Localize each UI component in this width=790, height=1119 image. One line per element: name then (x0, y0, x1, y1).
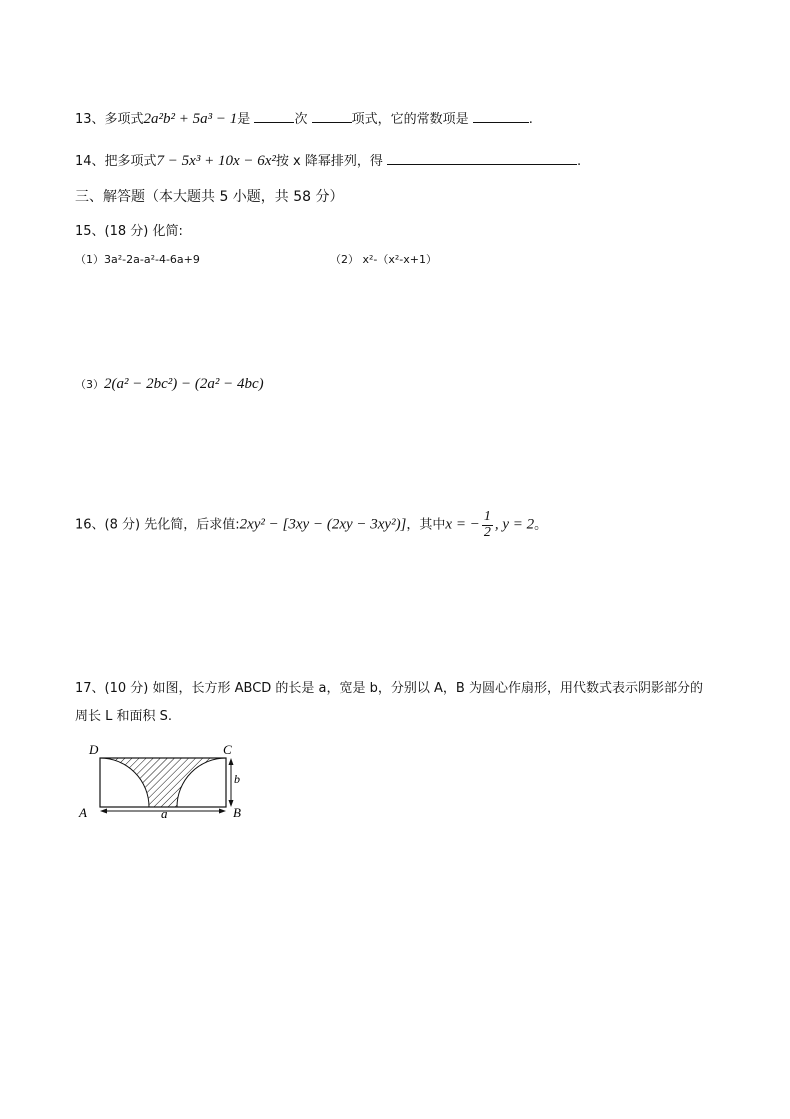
q16-end: 。 (534, 517, 548, 533)
q16-fraction-denominator: 2 (483, 524, 491, 540)
vertex-label-b: B (233, 805, 241, 820)
vertex-label-d: D (89, 742, 99, 757)
arrowhead-b-top (229, 758, 234, 765)
q15-part-3-label: （3） (75, 378, 104, 391)
question-14 (75, 150, 581, 170)
q15-part-1: （1）3a²-2a-a²-4-6a+9 (75, 253, 200, 266)
shaded-region (100, 758, 226, 807)
q13-blank-constant[interactable] (473, 110, 529, 123)
question-15-header: 15、(18 分) 化简: (75, 224, 183, 239)
q16-fraction (482, 510, 493, 540)
vertex-label-c: C (223, 742, 232, 757)
vertex-label-a: A (79, 805, 87, 820)
q16-y-value: , y = 2 (494, 516, 535, 533)
section-3-heading: 三、解答题（本大题共 5 小题，共 58 分） (75, 189, 344, 205)
q14-expression: 7 − 5x³ + 10x − 6x² (156, 153, 276, 169)
q16-expression: 2xy² − [3xy − (2xy − 3xy²)] (239, 516, 407, 533)
dimension-label-b: b (234, 772, 240, 786)
q16-fraction-numerator: 1 (483, 509, 491, 524)
q14-middle: 按 x 降幂排列，得 (275, 154, 383, 169)
q15-part-3 (75, 376, 264, 393)
q13-middle2: 次 (294, 112, 308, 127)
q14-prefix: 14、把多项式 (75, 154, 157, 169)
q15-part-2: （2） x²-（x²-x+1） (330, 253, 437, 266)
q13-blank-terms[interactable] (312, 110, 352, 123)
arrowhead-a-right (219, 809, 226, 814)
rectangle-sectors-figure (74, 738, 254, 828)
question-16 (75, 510, 547, 540)
q16-cond-prefix: ，其中 (406, 517, 446, 533)
q13-end: . (528, 112, 533, 127)
q13-expression: 2a²b² + 5a³ − 1 (143, 111, 238, 127)
question-17-line-1: 17、(10 分) 如图，长方形 ABCD 的长是 a，宽是 b，分别以 A，B 为圆心作扇形，用代数式表示阴影部分的 (75, 681, 703, 696)
q13-prefix: 13、多项式 (75, 112, 144, 127)
q14-end: . (577, 154, 582, 169)
question-17-line-2: 周长 L 和面积 S. (75, 709, 173, 724)
q13-middle1: 是 (237, 112, 251, 127)
question-13 (75, 108, 533, 128)
arrowhead-a-left (100, 809, 107, 814)
q14-blank-answer[interactable] (387, 152, 577, 165)
q16-x-value: x = − (445, 516, 480, 533)
dimension-label-a: a (161, 806, 168, 821)
q15-part-3-expression: 2(a² − 2bc²) − (2a² − 4bc) (104, 376, 264, 392)
q16-prefix: 16、(8 分) 先化简，后求值: (75, 517, 240, 533)
q13-blank-degree[interactable] (254, 110, 294, 123)
q13-middle3: 项式，它的常数项是 (351, 112, 469, 127)
